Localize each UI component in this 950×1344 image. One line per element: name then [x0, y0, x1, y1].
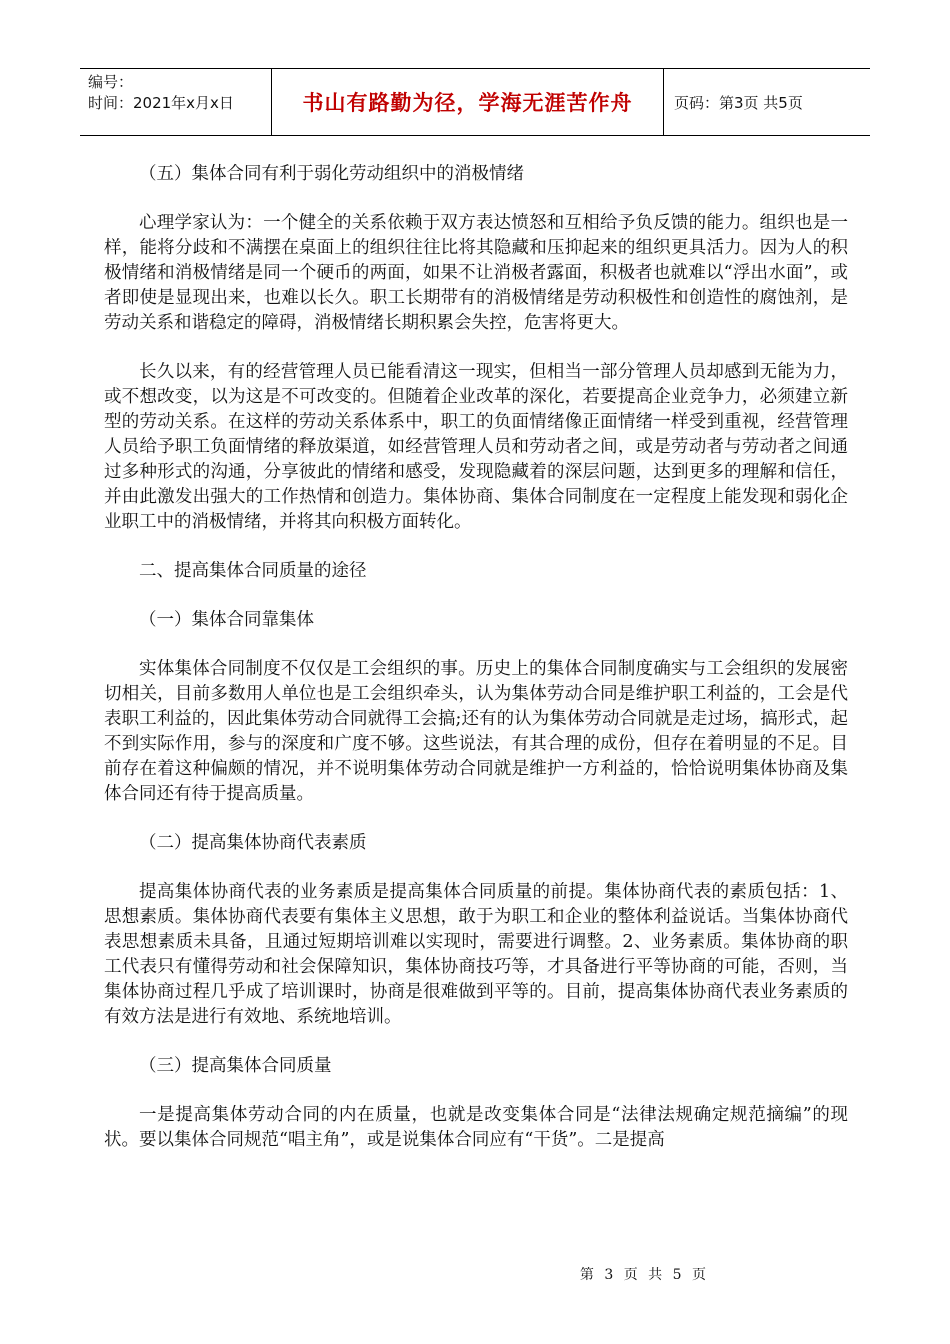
- body-paragraph: 一是提高集体劳动合同的内在质量，也就是改变集体合同是“法律法规确定规范摘编”的现状。要以集体合同规范“唱主角”，或是说集体合同应有“干货”。二是提高: [104, 1105, 848, 1150]
- document-number-label: 编号：: [88, 73, 134, 91]
- header-page-label: 页码：第3页 共5页: [674, 93, 803, 112]
- body-paragraph: 心理学家认为：一个健全的关系依赖于双方表达愤怒和互相给予负反馈的能力。组织也是一样，能将分歧和不满摆在桌面上的组织往往比将其隐藏和压抑起来的组织更具活力。因为人的积极情绪和消极情绪是同一个硬币的两面，如果不让消极者露面，积极者也就难以“浮出水面”，或者即使是显现出来，也难以长久。职工长期带有的消极情绪是劳动积极性和创造性的腐蚀剂，是劳动关系和谐稳定的障碍，消极情绪长期积累会失控，危害将更大。: [104, 213, 848, 333]
- body-paragraph: 长久以来，有的经营管理人员已能看清这一现实，但相当一部分管理人员却感到无能为力，或不想改变，以为这是不可改变的。但随着企业改革的深化，若要提高企业竞争力，必须建立新型的劳动关系。在这样的劳动关系体系中，职工的负面情绪像正面情绪一样受到重视，经营管理人员给予职工负面情绪的释放渠道，如经营管理人员和劳动者之间，或是劳动者与劳动者之间通过多种形式的沟通，分享彼此的情绪和感受，发现隐藏着的深层问题，达到更多的理解和信任，并由此激发出强大的工作热情和创造力。集体协商、集体合同制度在一定程度上能发现和弱化企业职工中的消极情绪，并将其向积极方面转化。: [104, 362, 848, 532]
- header-page-cell: [664, 69, 870, 135]
- header-meta-cell: [80, 69, 272, 135]
- body-paragraph: 提高集体协商代表的业务素质是提高集体合同质量的前提。集体协商代表的素质包括：1、思想素质。集体协商代表要有集体主义思想，敢于为职工和企业的整体利益说话。当集体协商代表思想素质未具备，且通过短期培训难以实现时，需要进行调整。2、业务素质。集体协商的职工代表只有懂得劳动和社会保障知识，集体协商技巧等，才具备进行平等协商的可能，否则，当集体协商过程几乎成了培训课时，协商是很难做到平等的。目前，提高集体协商代表业务素质的有效方法是进行有效地、系统地培训。: [104, 882, 848, 1027]
- section-heading-2: 二、提高集体合同质量的途径: [139, 561, 367, 581]
- subsection-heading-2: （二）提高集体协商代表素质: [139, 833, 367, 853]
- header-motto: 书山有路勤为径，学海无涯苦作舟: [302, 91, 633, 115]
- page-footer: [0, 1264, 950, 1284]
- page-header: [80, 68, 870, 136]
- subsection-heading-3: （三）提高集体合同质量: [139, 1056, 332, 1076]
- document-body: [104, 162, 848, 1177]
- subsection-heading-1: （一）集体合同靠集体: [139, 610, 314, 630]
- section-heading-5: （五）集体合同有利于弱化劳动组织中的消极情绪: [139, 164, 524, 184]
- footer-page-number: 第 3 页 共 5 页: [579, 1267, 709, 1283]
- header-motto-cell: [272, 69, 664, 135]
- document-date-label: 时间：2021年x月x日: [88, 94, 234, 112]
- body-paragraph: 实体集体合同制度不仅仅是工会组织的事。历史上的集体合同制度确实与工会组织的发展密切相关，目前多数用人单位也是工会组织牵头，认为集体劳动合同是维护职工利益的，工会是代表职工利益的，因此集体劳动合同就得工会搞;还有的认为集体劳动合同就是走过场，搞形式，起不到实际作用，参与的深度和广度不够。这些说法，有其合理的成份，但存在着明显的不足。目前存在着这种偏颇的情况，并不说明集体劳动合同就是维护一方利益的，恰恰说明集体协商及集体合同还有待于提高质量。: [104, 659, 848, 804]
